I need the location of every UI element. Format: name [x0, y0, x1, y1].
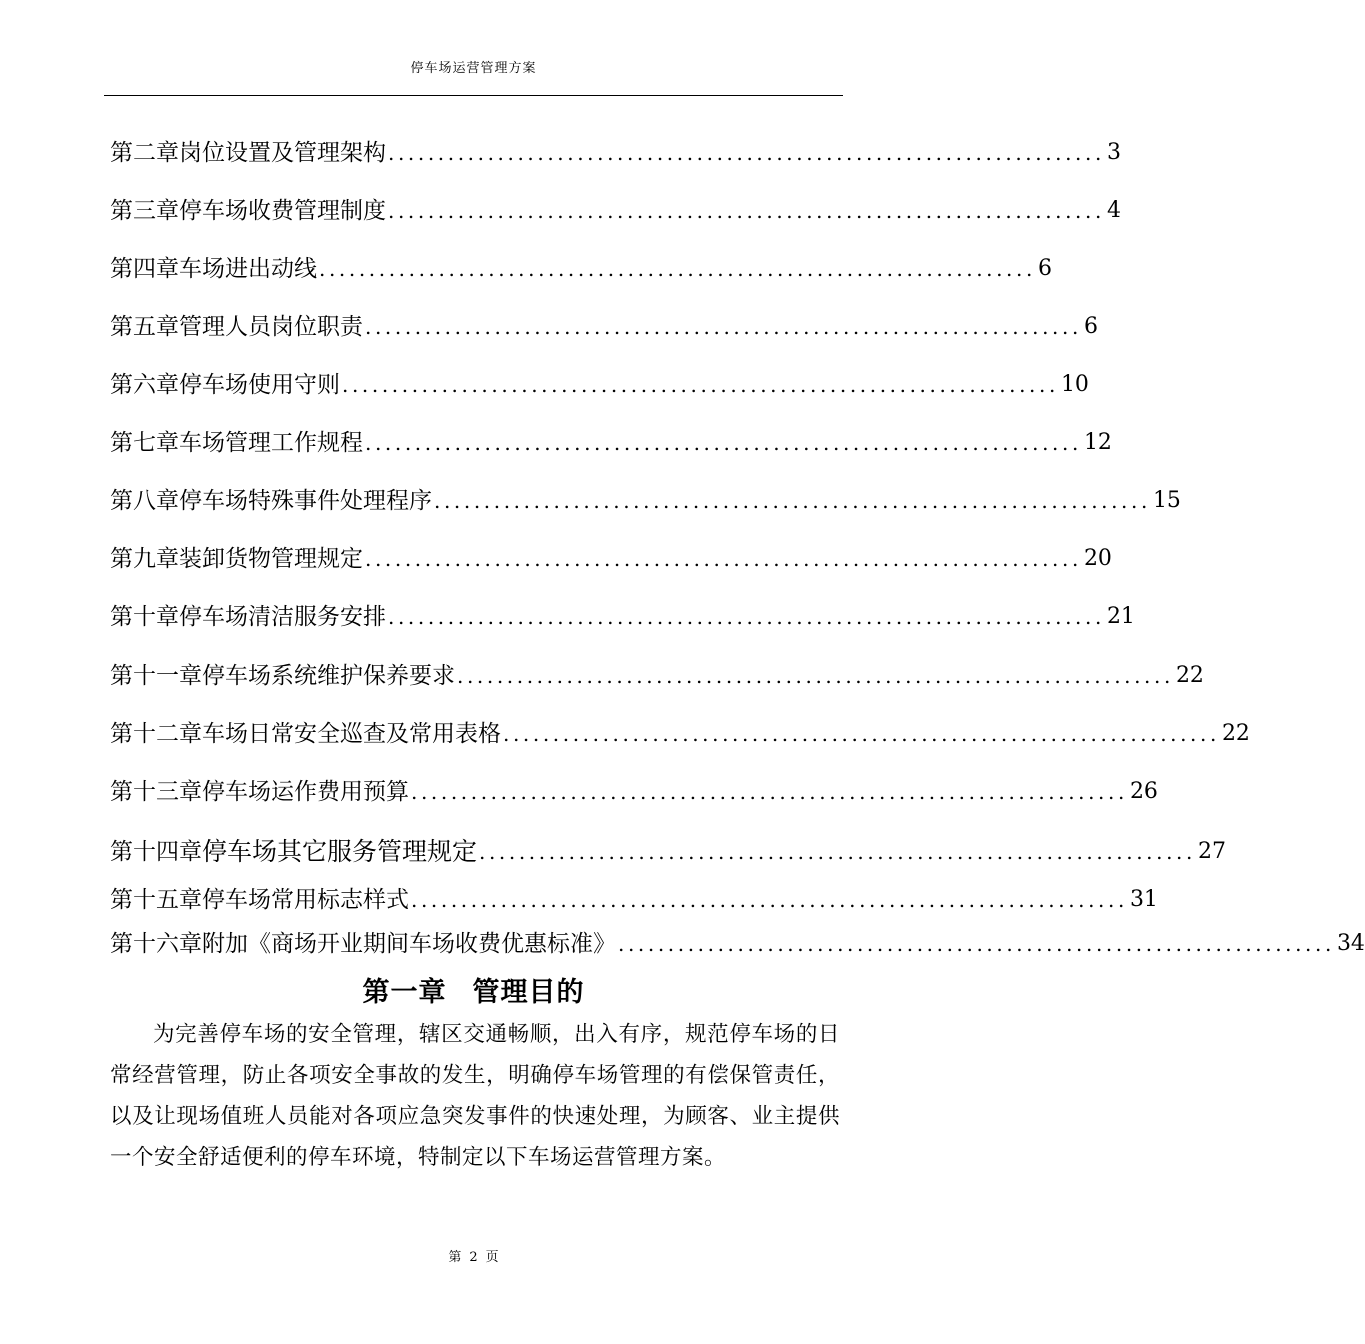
toc-title: 停车场其它服务管理规定 [202, 837, 478, 866]
section-title: 管理目的 [472, 977, 585, 1008]
section-chapter: 第一章 [362, 977, 447, 1008]
toc-chapter: 第四章 [110, 256, 179, 282]
toc-page-number: 3 [1106, 140, 1121, 165]
toc-entry[interactable] [110, 777, 1158, 807]
toc-page-number: 26 [1129, 779, 1158, 804]
toc-entry[interactable] [110, 837, 1226, 867]
toc-chapter: 第二章 [110, 140, 179, 166]
toc-entry[interactable] [110, 929, 1365, 959]
toc-page-number: 10 [1060, 372, 1089, 397]
toc-entry[interactable] [110, 312, 1098, 342]
toc-title: 装卸货物管理规定 [179, 546, 363, 572]
toc-title: 停车场收费管理制度 [179, 198, 386, 224]
toc-page-number: 15 [1152, 488, 1181, 513]
toc-leader: ........................................................................ [457, 664, 1174, 688]
toc-leader: ........................................................................ [388, 141, 1105, 165]
toc-chapter: 第六章 [110, 372, 179, 398]
header-rule [104, 95, 843, 96]
toc-page-number: 21 [1106, 604, 1135, 629]
toc-page-number: 12 [1083, 430, 1112, 455]
toc-title: 停车场清洁服务安排 [179, 604, 386, 630]
toc-title: 停车场运作费用预算 [202, 779, 409, 805]
toc-leader: ........................................................................ [388, 199, 1105, 223]
toc-leader: ........................................................................ [479, 840, 1196, 864]
toc-chapter: 第十二章 [110, 721, 202, 747]
toc-chapter: 第五章 [110, 314, 179, 340]
toc-leader: ........................................................................ [388, 605, 1105, 629]
footer-suffix: 页 [485, 1250, 499, 1265]
toc-page-number: 4 [1106, 198, 1121, 223]
toc-chapter: 第十章 [110, 604, 179, 630]
toc-leader: ........................................................................ [434, 489, 1151, 513]
footer-prefix: 第 [448, 1250, 462, 1265]
toc-leader: ........................................................................ [365, 431, 1082, 455]
toc-page-number: 6 [1083, 314, 1098, 339]
toc-title: 车场进出动线 [179, 256, 317, 282]
toc-chapter: 第七章 [110, 430, 179, 456]
toc-leader: ........................................................................ [365, 315, 1082, 339]
toc-title: 停车场常用标志样式 [202, 887, 409, 913]
toc-chapter: 第十一章 [110, 663, 202, 689]
toc-page-number: 6 [1037, 256, 1052, 281]
toc-title: 停车场特殊事件处理程序 [179, 488, 432, 514]
toc-leader: ........................................................................ [618, 932, 1335, 956]
toc-chapter: 第十三章 [110, 779, 202, 805]
toc-chapter: 第十四章 [110, 839, 202, 865]
toc-entry[interactable] [110, 885, 1158, 915]
toc-entry[interactable] [110, 196, 1121, 226]
toc-entry[interactable] [110, 254, 1052, 284]
toc-chapter: 第十六章 [110, 931, 202, 957]
toc-entry[interactable] [110, 544, 1112, 574]
section-heading [104, 970, 843, 1009]
toc-page-number: 27 [1197, 839, 1226, 864]
toc-chapter: 第八章 [110, 488, 179, 514]
toc-leader: ........................................................................ [411, 780, 1128, 804]
toc-leader: ........................................................................ [342, 373, 1059, 397]
toc-leader: ........................................................................ [319, 257, 1036, 281]
toc-leader: ........................................................................ [503, 722, 1220, 746]
toc-title: 停车场系统维护保养要求 [202, 663, 455, 689]
footer-page-number: 2 [469, 1250, 478, 1265]
page-footer [104, 1246, 843, 1265]
toc-entry[interactable] [110, 428, 1112, 458]
toc-title: 附加《商场开业期间车场收费优惠标准》 [202, 931, 616, 957]
running-header: 停车场运营管理方案 [410, 61, 537, 76]
toc-page-number: 20 [1083, 546, 1112, 571]
toc-page-number: 31 [1129, 887, 1158, 912]
toc-leader: ........................................................................ [365, 547, 1082, 571]
toc-entry[interactable] [110, 138, 1121, 168]
toc-title: 管理人员岗位职责 [179, 314, 363, 340]
toc-page-number: 22 [1175, 663, 1204, 688]
body-paragraph: 为完善停车场的安全管理，辖区交通畅顺，出入有序，规范停车场的日常经营管理，防止各项安全事故的发生，明确停车场管理的有偿保管责任，以及让现场值班人员能对各项应急突发事件的快速处理，为顾客、业主提供一个安全舒适便利的停车环境，特制定以下车场运营管理方案。 [110, 1022, 840, 1170]
toc-leader: ........................................................................ [411, 888, 1128, 912]
toc-entry[interactable] [110, 486, 1181, 516]
toc-chapter: 第三章 [110, 198, 179, 224]
toc-page-number: 34 [1336, 931, 1365, 956]
toc-chapter: 第九章 [110, 546, 179, 572]
toc-title: 岗位设置及管理架构 [179, 140, 386, 166]
toc-title: 车场管理工作规程 [179, 430, 363, 456]
toc-entry[interactable] [110, 661, 1204, 691]
toc-page-number: 22 [1221, 721, 1250, 746]
toc-entry[interactable] [110, 719, 1250, 749]
toc-title: 车场日常安全巡查及常用表格 [202, 721, 501, 747]
toc-entry[interactable] [110, 602, 1135, 632]
toc-title: 停车场使用守则 [179, 372, 340, 398]
toc-entry[interactable] [110, 370, 1089, 400]
toc-chapter: 第十五章 [110, 887, 202, 913]
